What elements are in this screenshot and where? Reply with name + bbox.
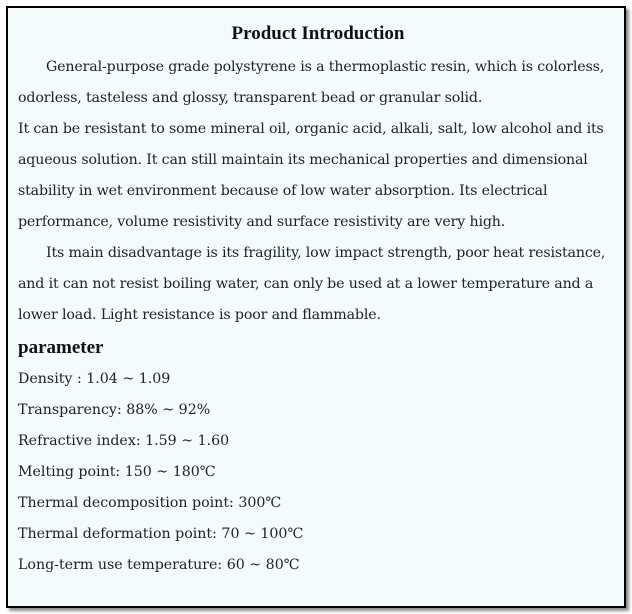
parameter-long-term-use-temperature: Long-term use temperature: 60 ~ 80℃ — [18, 557, 300, 573]
parameter-list — [18, 364, 618, 581]
parameter-heading: parameter — [18, 337, 104, 358]
parameter-transparency: Transparency: 88% ~ 92% — [18, 402, 211, 418]
page-title: Product Introduction — [231, 23, 405, 44]
intro-paragraph-1: General-purpose grade polystyrene is a thermoplastic resin, which is colorless, odorless, tasteless and glossy, transparent bead or granular solid. — [18, 59, 605, 106]
intro-paragraph-2: It can be resistant to some mineral oil, organic acid, alkali, salt, low alcohol and its aqueous solution. It can still maintain its mechanical properties and dimensional stability in wet environment because of low water absorption. Its electrical performance, volume resistivity and surface resistivity are very high. — [18, 121, 604, 230]
parameter-density: Density : 1.04 ~ 1.09 — [18, 371, 171, 387]
product-info-panel — [6, 6, 626, 608]
parameter-thermal-deformation-point: Thermal deformation point: 70 ~ 100℃ — [18, 526, 304, 542]
parameter-refractive-index: Refractive index: 1.59 ~ 1.60 — [18, 433, 230, 449]
panel-content — [18, 16, 618, 581]
parameter-melting-point: Melting point: 150 ~ 180℃ — [18, 464, 216, 480]
intro-paragraph-3: Its main disadvantage is its fragility, low impact strength, poor heat resistance, and it can not resist boiling water, can only be used at a lower temperature and a lower load. Light resistance is poor and flammable. — [18, 245, 606, 323]
parameter-thermal-decomposition-point: Thermal decomposition point: 300℃ — [18, 495, 282, 511]
